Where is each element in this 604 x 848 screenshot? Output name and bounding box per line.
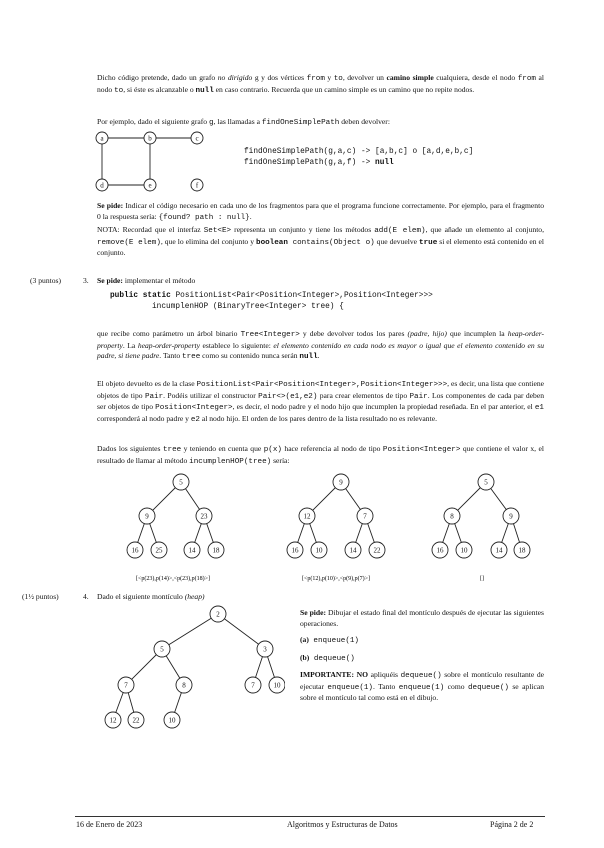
q3-points: (3 puntos) — [30, 276, 62, 285]
q4-title: Dado el siguiente montículo (heap) — [97, 592, 205, 601]
nota-paragraph: NOTA: Recordad que el interfaz Set<E> representa un conjunto y tiene los métodos add(E elem), que añade un elemento al conjunto, remove(E elem), que lo elimina del conjunto y boolean contains(Object o) que devuelve true si el elemento está contenido en el conjunto. — [97, 225, 544, 257]
tree-node: 16 — [291, 546, 299, 555]
tree-result: [] — [480, 576, 484, 582]
binary-tree — [287, 474, 385, 582]
tree-node: 25 — [155, 546, 163, 555]
method-signature: public static PositionList<Pair<Position<Integer>,Position<Integer>>> incumplenHOP (BinaryTree<Integer> tree) { — [110, 292, 433, 311]
tree-node: 10 — [315, 546, 323, 555]
footer-rule — [75, 816, 545, 817]
heap-figure — [100, 604, 285, 736]
graph-node: f — [195, 181, 199, 190]
call-line: findOneSimplePath(g,a,c) -> [a,b,c] o [a,d,e,b,c] — [244, 148, 474, 156]
heap-node: 8 — [182, 681, 186, 690]
heap-node: 3 — [263, 645, 267, 654]
tree-node: 10 — [460, 546, 468, 555]
sepide-fragments: Se pide: Indicar el código necesario en cada uno de los fragmentos para que el programa funcione correctamente. Por ejemplo, para el fragmento 0 la respuesta sería: {found? path : null}. — [97, 201, 544, 222]
tree-node: 5 — [484, 478, 488, 487]
q3-paragraph-1: que recibe como parámetro un árbol binario Tree<Integer> y debe devolver todos los pares (padre, hijo) que incumplen la heap-order-property. La heap-order-property establece lo siguiente: el elemento contenido en cada nodo es mayor o igual que el elemento contenido en su padre, si tiene padre. Tanto tree como su contenido nunca serán null. — [97, 329, 545, 361]
graph-figure — [90, 128, 220, 198]
graph-calls — [244, 147, 473, 169]
q3-number: 3. — [83, 276, 89, 285]
heap-node: 12 — [109, 716, 117, 725]
q4-points: (1½ puntos) — [22, 592, 59, 601]
binary-tree — [432, 474, 530, 582]
heap-node: 7 — [124, 681, 128, 690]
tree-node: 9 — [145, 512, 149, 521]
tree-node: 7 — [363, 512, 367, 521]
tree-node: 9 — [509, 512, 513, 521]
q3-paragraph-2: El objeto devuelto es de la clase PositionList<Pair<Position<Integer>,Position<Integer>>>, es decir, una lista que contiene objetos de tipo Pair. Podéis utilizar el constructor Pair<>(e1,e2) para crear elementos de tipo Pair. Los componentes de cada par deben ser objetos de tipo Position<Integer>, es decir, el nodo padre y el nodo hijo que incumplen la propiedad reseñada. En el par anterior, el e1 corresponderá al nodo padre y e2 al nodo hijo. El orden de los pares dentro de la lista resultado no es relevante. — [97, 379, 544, 424]
tree-node: 18 — [518, 546, 526, 555]
tree-node: 18 — [212, 546, 220, 555]
tree-node: 14 — [349, 546, 357, 555]
tree-node: 16 — [436, 546, 444, 555]
intro-paragraph: Dicho código pretende, dado un grafo no dirigido g y dos vértices from y to, devolver un camino simple cualquiera, desde el nodo from al nodo to, si éste es alcanzable o null en caso contrario. Recuerda que un camino simple es un camino que no repite nodos. — [97, 73, 544, 95]
heap-node: 10 — [273, 681, 281, 690]
tree-result: [<p(12),p(10)>,<p(9),p(7)>] — [301, 576, 371, 582]
q4-instructions: Se pide: Dibujar el estado final del montículo después de ejecutar las siguientes operaciones. (a) enqueue(1) (b) dequeue() IMPORTANTE: NO apliquéis dequeue() sobre el montículo resultante de ejecutar enqueue(1). Tanto enqueue(1) como dequeue() se aplican sobre el montículo tal como está en el dibujo. — [300, 608, 544, 702]
graph-node: b — [148, 134, 152, 143]
tree-node: 5 — [179, 478, 183, 487]
tree-node: 12 — [303, 512, 311, 521]
binary-tree — [127, 474, 224, 582]
heap-node: 2 — [216, 610, 220, 619]
graph-node: c — [195, 134, 199, 143]
q4-number: 4. — [83, 592, 89, 601]
tree-result: [<p(23),p(14)>,<p(23),p(18)>] — [135, 576, 211, 582]
footer-date: 16 de Enero de 2023 — [76, 820, 143, 829]
heap-node: 7 — [251, 681, 255, 690]
tree-node: 8 — [450, 512, 454, 521]
q3-paragraph-3: Dados los siguientes tree y teniendo en cuenta que p(x) hace referencia al nodo de tipo Position<Integer> que contiene el valor x, el resultado de llamar al método incumplenHOP(tree) sería: — [97, 444, 544, 466]
tree-node: 22 — [373, 546, 381, 555]
example-paragraph: Por ejemplo, dado el siguiente grafo g, las llamadas a findOneSimplePath deben devolver: — [97, 117, 390, 127]
tree-node: 14 — [188, 546, 196, 555]
footer-course: Algoritmos y Estructuras de Datos — [287, 820, 398, 829]
q3-title: Se pide: implementar el método — [97, 276, 196, 285]
tree-node: 23 — [200, 512, 208, 521]
graph-node: e — [148, 181, 152, 190]
call-line: findOneSimplePath(g,a,f) -> null — [244, 159, 394, 167]
heap-node: 22 — [132, 716, 140, 725]
heap-node: 10 — [168, 716, 176, 725]
tree-node: 14 — [495, 546, 503, 555]
tree-node: 16 — [131, 546, 139, 555]
heap-node: 5 — [160, 645, 164, 654]
footer-page: Página 2 de 2 — [490, 820, 534, 829]
graph-node: a — [100, 134, 104, 143]
tree-node: 9 — [339, 478, 343, 487]
trees-figure — [100, 470, 540, 594]
graph-node: d — [100, 181, 104, 190]
